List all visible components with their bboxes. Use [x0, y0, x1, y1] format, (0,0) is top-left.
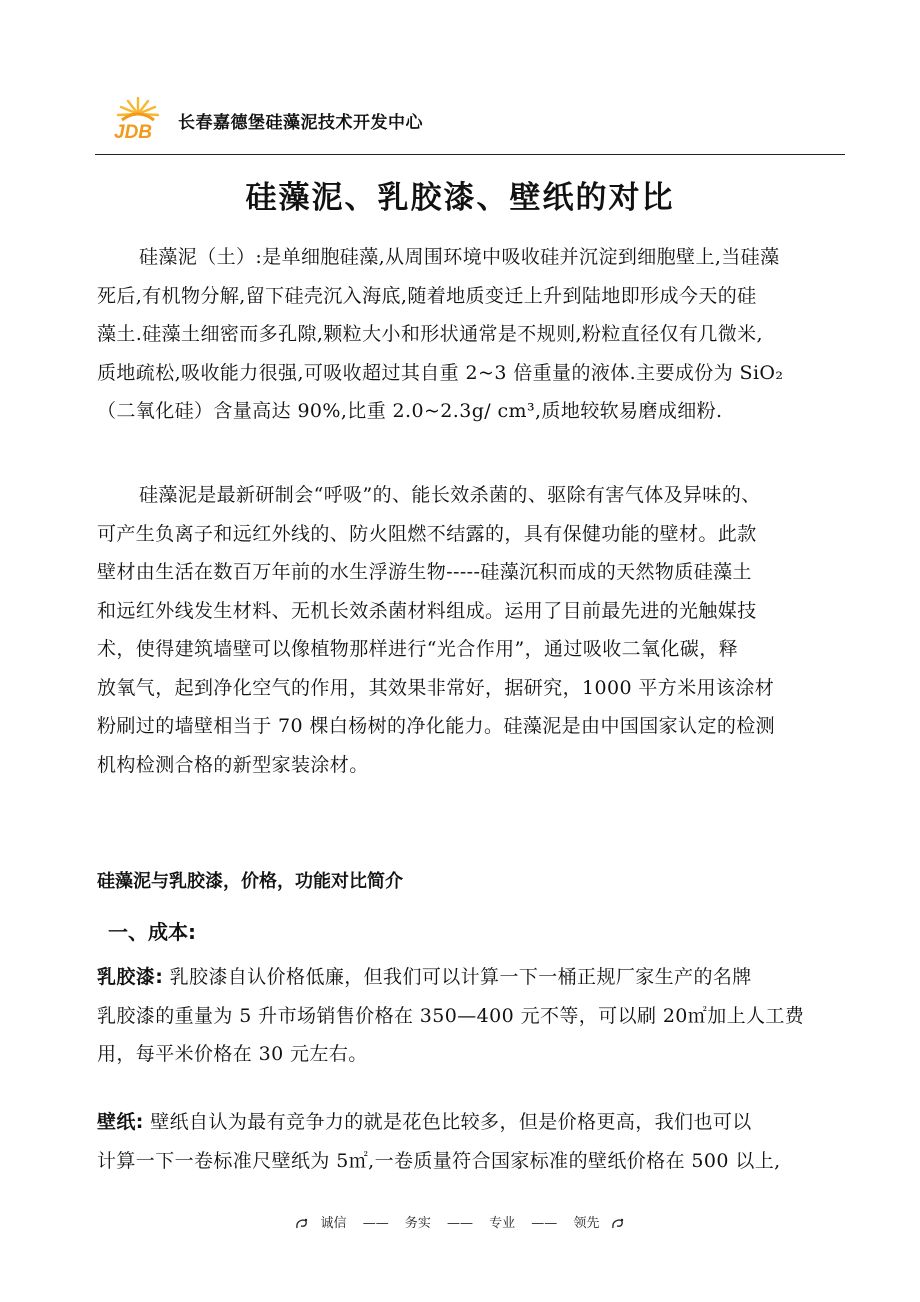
- paragraph-wallpaper: [97, 1103, 849, 1180]
- text-line: 用，每平米价格在 30 元左右。: [97, 1043, 368, 1065]
- text-line: [97, 958, 849, 997]
- document-title: 硅藻泥、乳胶漆、壁纸的对比: [245, 180, 675, 216]
- motto-word: 务实: [404, 1216, 431, 1231]
- text-line: 乳胶漆的重量为 5 升市场销售价格在 350—400 元不等，可以刷 20㎡加上人工费: [97, 1004, 805, 1027]
- footer-left-ornament-icon: [294, 1217, 310, 1231]
- header-divider: [95, 154, 845, 155]
- jdb-logo-sun-icon: [106, 94, 170, 146]
- motto-dash: ——: [447, 1216, 473, 1231]
- comparison-subheading: 硅藻泥与乳胶漆，价格，功能对比简介: [97, 871, 403, 892]
- wallpaper-label: 壁纸:: [97, 1111, 144, 1133]
- motto-dash: ——: [362, 1216, 389, 1231]
- latex-label: 乳胶漆:: [97, 966, 164, 988]
- text-line: 术，使得建筑墙壁可以像植物那样进行“光合作用”，通过吸收二氧化碳，释: [97, 638, 739, 660]
- text-line: [97, 1103, 849, 1142]
- text-line: 和远红外线发生材料、无机长效杀菌材料组成。运用了目前最先进的光触媒技: [97, 599, 757, 622]
- text-line: 硅藻泥（土）:是单细胞硅藻,从周围环境中吸收硅并沉淀到细胞壁上,当硅藻: [139, 246, 780, 268]
- logo-text: JDB: [114, 122, 153, 143]
- text-line: 机构检测合格的新型家装涂材。: [97, 753, 369, 776]
- text-line: 硅藻泥是最新研制会“呼吸”的、能长效杀菌的、驱除有害气体及异味的、: [139, 484, 761, 506]
- text-line: 藻土.硅藻土细密而多孔隙,颗粒大小和形状通常是不规则,粉粒直径仅有几微米,: [97, 323, 763, 345]
- paragraph-latex-paint: [97, 958, 849, 1074]
- motto-dash: ——: [531, 1216, 558, 1231]
- text-line: 死后,有机物分解,留下硅壳沉入海底,随着地质变迁上升到陆地即形成今天的硅: [97, 284, 757, 307]
- text-line: （二氧化硅）含量高达 90%,比重 2.0~2.3g/ cm³,质地较软易磨成细粉.: [97, 400, 723, 422]
- section-title-cost: 一、成本:: [108, 920, 196, 944]
- text-line: 壁材由生活在数百万年前的水生浮游生物-----硅藻沉积而成的天然物质硅藻土: [97, 561, 752, 583]
- text-line: 计算一下一卷标准尺壁纸为 5㎡,一卷质量符合国家标准的壁纸价格在 500 以上,: [97, 1149, 781, 1172]
- text-line: 质地疏松,吸收能力很强,可吸收超过其自重 2~3 倍重量的液体.主要成份为 SiO₂: [97, 361, 784, 384]
- latex-text: 乳胶漆自认价格低廉，但我们可以计算一下一桶正规厂家生产的名牌: [163, 966, 752, 988]
- footer-right-ornament-icon: [610, 1217, 626, 1231]
- text-line: 放氧气，起到净化空气的作用，其效果非常好，据研究，1000 平方米用该涂材: [97, 676, 775, 699]
- footer-motto: [0, 1212, 920, 1231]
- paragraph-diatom-mud-features: [97, 476, 849, 784]
- motto-word: 专业: [489, 1216, 516, 1231]
- paragraph-diatomite-definition: [97, 238, 849, 431]
- text-line: 粉刷过的墙壁相当于 70 棵白杨树的净化能力。硅藻泥是由中国国家认定的检测: [97, 715, 776, 737]
- letterhead: [100, 94, 845, 154]
- motto-word: 诚信: [320, 1216, 347, 1231]
- organization-name: 长春嘉德堡硅藻泥技术开发中心: [178, 113, 423, 133]
- text-line: 可产生负离子和远红外线的、防火阻燃不结露的，具有保健功能的壁材。此款: [97, 522, 757, 545]
- wallpaper-text: 壁纸自认为最有竞争力的就是花色比较多，但是价格更高，我们也可以: [143, 1111, 752, 1133]
- motto-word: 领先: [573, 1216, 600, 1231]
